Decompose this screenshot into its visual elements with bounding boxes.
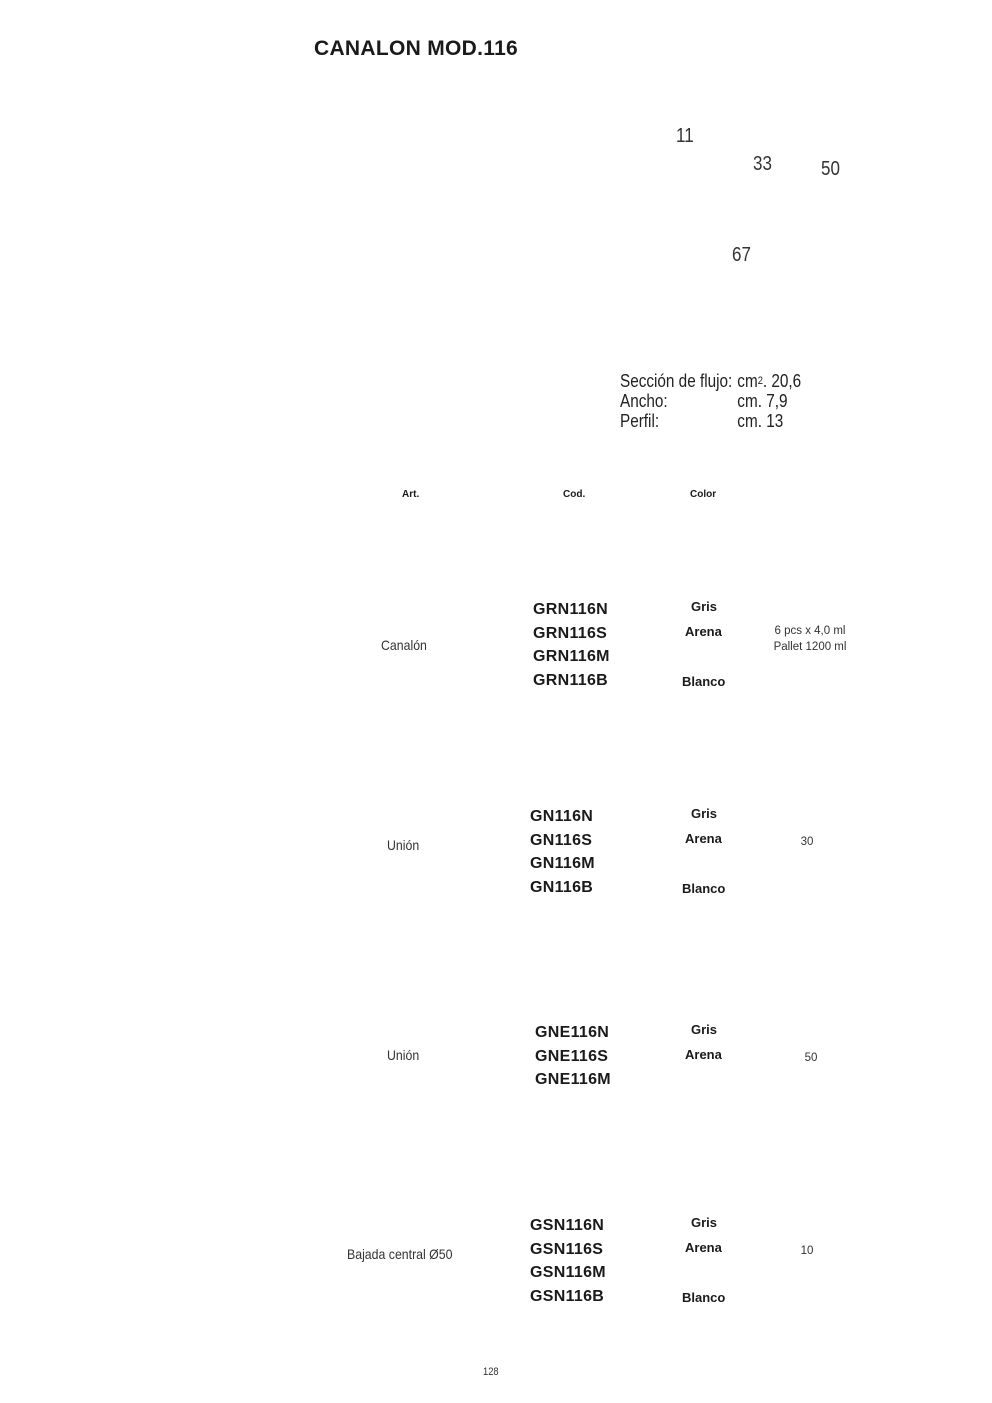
product-code: GSN116S [530,1240,604,1258]
dimension-label-50: 50 [821,158,840,180]
color-gris: Gris [691,806,718,821]
dimension-label-33: 33 [753,153,772,175]
color-gris: Gris [691,1022,718,1037]
quantity-line: 10 [800,1245,814,1257]
product-code: GSN116B [530,1287,605,1305]
color-list [682,1215,732,1315]
color-arena: Arena [685,831,722,846]
spec-ancho-value: cm. 7,9 [737,391,788,411]
quantity-line: 50 [804,1052,818,1064]
color-arena: Arena [685,1047,722,1062]
product-code: GRN116S [533,624,608,642]
article-name: Bajada central Ø50 [347,1246,453,1262]
color-blanco: Blanco [682,674,726,689]
page-title: CANALON MOD.116 [314,37,519,60]
specs-block [620,371,801,431]
spec-seccion-value: . 20,6 [762,371,802,391]
spec-row-perfil [620,411,801,431]
product-code: GN116M [530,855,595,872]
article-name: Unión [387,1047,420,1063]
quantity-info [777,1243,837,1259]
code-list [533,598,610,692]
product-code: GNE116M [535,1071,611,1088]
quantity-line: 30 [800,836,814,848]
code-list [535,1021,611,1092]
spec-row-seccion [620,371,801,391]
spec-ancho-label: Ancho: [620,391,668,411]
header-color: Color [690,489,717,500]
code-list [530,805,595,899]
spec-perfil-label: Perfil: [620,411,660,431]
quantity-line: 6 pcs x 4,0 ml [774,625,846,637]
quantity-info [760,623,860,655]
color-list [682,599,732,699]
dimension-label-67: 67 [732,244,751,266]
spec-seccion-label: Sección de flujo: [620,371,733,391]
header-art: Art. [402,489,420,500]
color-arena: Arena [685,1240,722,1255]
quantity-info [777,834,837,850]
color-gris: Gris [691,599,718,614]
color-gris: Gris [691,1215,718,1230]
color-blanco: Blanco [682,1290,726,1305]
product-code: GN116N [530,808,594,825]
spec-row-ancho [620,391,801,411]
color-list [682,806,732,906]
product-code: GNE116S [535,1047,609,1065]
product-code: GRN116M [533,648,610,665]
product-code: GSN116N [530,1217,605,1234]
spec-seccion-sup: 2 [757,375,763,387]
product-code: GN116B [530,878,594,896]
quantity-info [781,1050,841,1066]
product-code: GNE116N [535,1024,610,1041]
color-list [682,1022,732,1082]
article-name: Unión [387,837,420,853]
code-list [530,1214,606,1308]
product-code: GRN116B [533,671,609,689]
color-arena: Arena [685,624,722,639]
header-cod: Cod. [563,489,586,500]
product-code: GRN116N [533,601,609,618]
article-name: Canalón [381,637,427,653]
spec-seccion-unit: cm [737,371,758,391]
quantity-line: Pallet 1200 ml [773,641,847,653]
product-code: GSN116M [530,1264,606,1281]
color-blanco: Blanco [682,881,726,896]
product-code: GN116S [530,831,593,849]
dimension-label-11: 11 [676,125,694,147]
page-number: 128 [483,1366,499,1378]
spec-perfil-value: cm. 13 [737,411,784,431]
